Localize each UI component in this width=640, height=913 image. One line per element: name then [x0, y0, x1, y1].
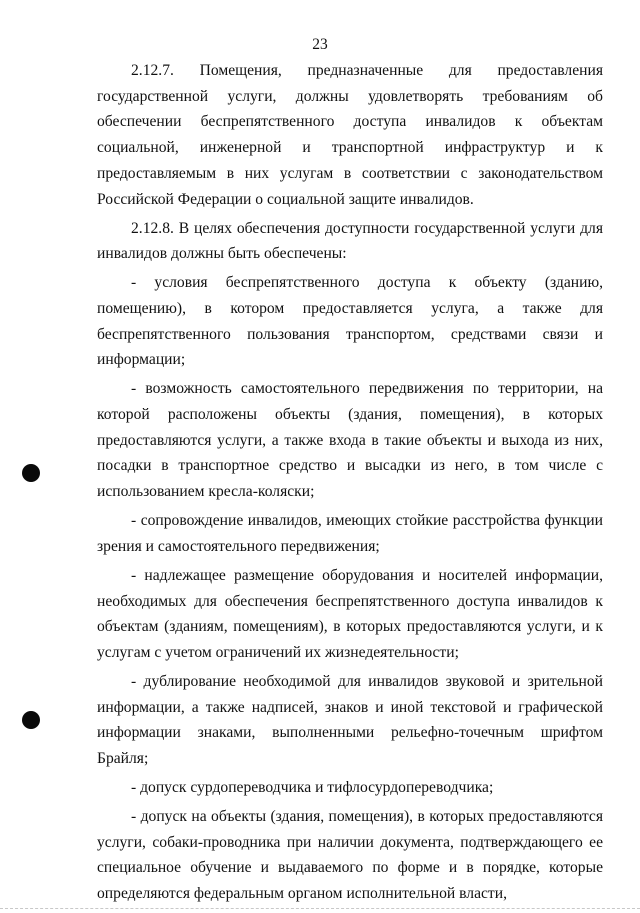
list-item-independent-movement: - возможность самостоятельного передвижения по территории, на которой расположены объекты (здания, помещения), в которых предоставляются услуги, а также входа в такие объекты и выхода из них, посадки в транспортное средство и высадки из него, в том числе с использованием кресла-коляски;	[97, 380, 603, 501]
paragraph-2-12-8: 2.12.8. В целях обеспечения доступности государственной услуги для инвалидов должны быть обеспечены:	[97, 219, 603, 263]
list-item-interpreter-admission: - допуск сурдопереводчика и тифлосурдопереводчика;	[131, 779, 494, 797]
punch-hole-mark	[22, 711, 40, 729]
list-item-guide-dog-admission: - допуск на объекты (здания, помещения), в которых предоставляются услуги, собаки-проводника при наличии документа, подтверждающего ее специальное обучение и выдаваемого по форме и в порядке, которые определяются федеральным органом исполнительной власти,	[97, 808, 603, 903]
page-number: 23	[312, 36, 328, 53]
list-item-braille-duplication: - дублирование необходимой для инвалидов звуковой и зрительной информации, а также надписей, знаков и иной текстовой и графической информации знаками, выполненными рельефно-точечным шрифтом Брайля;	[97, 672, 603, 768]
list-item-escort: - сопровождение инвалидов, имеющих стойкие расстройства функции зрения и самостоятельного передвижения;	[97, 512, 603, 555]
list-item-access-conditions: - условия беспрепятственного доступа к объекту (зданию, помещению), в котором предоставляется услуга, а также для беспрепятственного пользования транспортом, средствами связи и информации;	[97, 274, 603, 369]
document-body	[97, 58, 603, 910]
scan-edge-line	[0, 908, 640, 909]
paragraph-2-12-7: 2.12.7. Помещения, предназначенные для предоставления государственной услуги, должны удовлетворять требованиям об обеспечении беспрепятственного доступа инвалидов к объектам социальной, инженерной и транспортной инфраструктур и к предоставляемым в них услугам в соответствии с законодательством Российской Федерации о социальной защите инвалидов.	[97, 62, 603, 208]
list-item-equipment-placement: - надлежащее размещение оборудования и носителей информации, необходимых для обеспечения беспрепятственного доступа инвалидов к объектам (зданиям, помещениям), в которых предоставляются услуги, и к услугам с учетом ограничений их жизнедеятельности;	[97, 566, 603, 661]
punch-hole-mark	[22, 464, 40, 482]
